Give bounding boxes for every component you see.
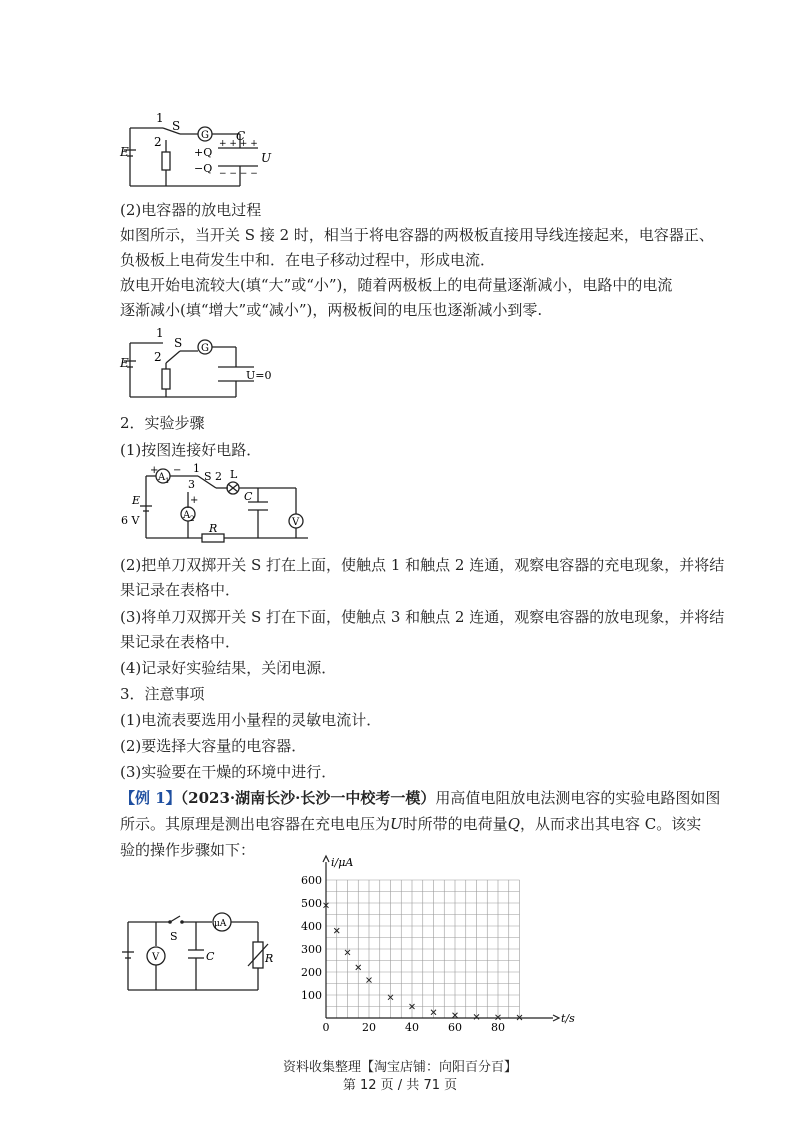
example-text-line2c: ，从而求出其电容 C。该实: [520, 815, 702, 833]
discharge-current-chart: [298, 855, 575, 1040]
example-text-line2a: 所示。其原理是测出电容器在充电电压为: [120, 815, 391, 833]
example-line1: [120, 788, 720, 808]
label-lamp-l: L: [230, 468, 238, 481]
y-axis-arrow: [323, 856, 329, 862]
circuit-experiment-diagram: [118, 462, 328, 547]
x-tick-label: 40: [405, 1021, 419, 1034]
discharge-para2-line2: 逐渐减小(填“增大”或“减小”)，两极板间的电压也逐渐减小到零.: [120, 301, 543, 319]
chart-y-axis-label: i/μA: [331, 856, 354, 869]
step-3-line1: (3)将单刀双掷开关 S 打在下面，使触点 3 和触点 2 连通，观察电容器的放电现象，并将结: [120, 608, 725, 626]
x-axis-arrow: [553, 1015, 559, 1021]
label-galvanometer: G: [201, 343, 209, 354]
label-voltmeter: V: [152, 952, 160, 963]
label-plus-q: +Q: [194, 146, 213, 159]
step-4: (4)记录好实验结果，关闭电源．: [120, 659, 337, 677]
label-minus-signs: − − − −: [219, 169, 258, 179]
step-2-line1: (2)把单刀双掷开关 S 打在上面，使触点 1 和触点 2 连通，观察电容器的充电现象，并将结: [120, 556, 725, 574]
label-switch-s: S: [174, 336, 183, 350]
example-text-line2b: 时所带的电荷量: [402, 815, 508, 833]
label-switch-s2: S 2: [204, 470, 223, 483]
label-ammeter-a1-sub: 1: [165, 477, 170, 485]
label-voltmeter: V: [292, 517, 300, 528]
y-tick-label: 600: [301, 874, 322, 887]
label-resistor: R: [265, 952, 274, 965]
label-plus-a1: +: [150, 465, 159, 476]
page-number: 第 12 页 / 共 71 页: [342, 1078, 458, 1093]
step-1: (1)按图连接好电路．: [120, 441, 262, 459]
label-voltage-6v: 6 V: [121, 514, 140, 527]
label-voltage-u: U: [261, 151, 272, 165]
label-capacitor: C: [244, 490, 253, 503]
example-tag: 【例 1】: [120, 789, 181, 807]
example-line2: [120, 814, 701, 834]
label-ammeter-a2-sub: 2: [190, 515, 195, 523]
circuit-charging-diagram: [118, 110, 278, 195]
label-galvanometer: G: [201, 130, 209, 141]
label-minus-a1: −: [173, 465, 182, 476]
label-emf: E: [120, 356, 129, 370]
notes-heading: 3．注意事项: [120, 685, 205, 703]
x-tick-label: 80: [491, 1021, 505, 1034]
y-tick-label: 400: [301, 920, 322, 933]
chart-grid: [326, 880, 520, 1018]
discharge-heading: (2)电容器的放电过程: [120, 201, 262, 219]
x-tick-label: 20: [362, 1021, 376, 1034]
y-tick-label: 300: [301, 943, 322, 956]
example-var-u: U: [390, 815, 403, 833]
discharge-para2-line1: 放电开始电流较大(填“大”或“小”)，随着两极板上的电荷量逐渐减小，电路中的电流: [120, 276, 673, 294]
circuit-rc-diagram: [120, 900, 280, 1000]
chart-ticks: [301, 874, 505, 1034]
example-text-line3: 验的操作步骤如下：: [120, 841, 256, 859]
discharge-para1-line1: 如图所示，当开关 S 接 2 时，相当于将电容器的两极板直接用导线连接起来，电容器正、: [120, 226, 714, 244]
label-contact-1: 1: [156, 111, 164, 125]
discharge-para1-line2: 负极板上电荷发生中和．在电子移动过程中，形成电流．: [120, 251, 496, 269]
label-contact-2: 2: [154, 350, 162, 364]
label-resistor: R: [209, 522, 218, 535]
label-ammeter-a1: A: [158, 472, 166, 483]
footer-shop-line: 资料收集整理【淘宝店铺：向阳百分百】: [282, 1060, 517, 1075]
label-switch-s: S: [172, 119, 181, 133]
note-1: (1)电流表要选用小量程的灵敏电流计．: [120, 711, 382, 729]
example-text-line1: 用高值电阻放电法测电容的实验电路图如图: [435, 789, 721, 807]
example-var-q: Q: [507, 815, 520, 833]
label-capacitor: C: [236, 129, 246, 143]
steps-heading: 2．实验步骤: [120, 414, 205, 432]
label-plus-a2: +: [190, 495, 199, 506]
label-contact-1: 1: [193, 462, 200, 475]
step-3-line2: 果记录在表格中．: [120, 633, 241, 651]
label-contact-2: 2: [154, 135, 162, 149]
example-source: （2023·湖南长沙·长沙一中校考一模）: [180, 789, 436, 807]
x-tick-label: 60: [448, 1021, 462, 1034]
circuit-discharging-diagram: [118, 325, 278, 405]
label-minus-q: −Q: [194, 162, 213, 175]
y-tick-label: 500: [301, 897, 322, 910]
step-2-line2: 果记录在表格中．: [120, 581, 241, 599]
note-2: (2)要选择大容量的电容器．: [120, 737, 307, 755]
label-ammeter-a2: A: [183, 510, 191, 521]
label-emf: E: [120, 145, 129, 159]
label-contact-1: 1: [156, 326, 164, 340]
label-microammeter: μA: [214, 919, 227, 929]
label-plus-signs: + + + +: [219, 139, 258, 149]
label-switch-s: S: [170, 930, 178, 943]
label-contact-3: 3: [188, 478, 195, 491]
chart-x-axis-label: t/s: [561, 1012, 575, 1025]
y-tick-label: 200: [301, 966, 322, 979]
x-tick-label: 0: [322, 1021, 330, 1034]
label-u-zero: U=0: [246, 369, 272, 382]
note-3: (3)实验要在干燥的环境中进行．: [120, 763, 337, 781]
label-emf: E: [132, 494, 141, 507]
label-capacitor: C: [206, 950, 215, 963]
y-tick-label: 100: [301, 989, 322, 1002]
